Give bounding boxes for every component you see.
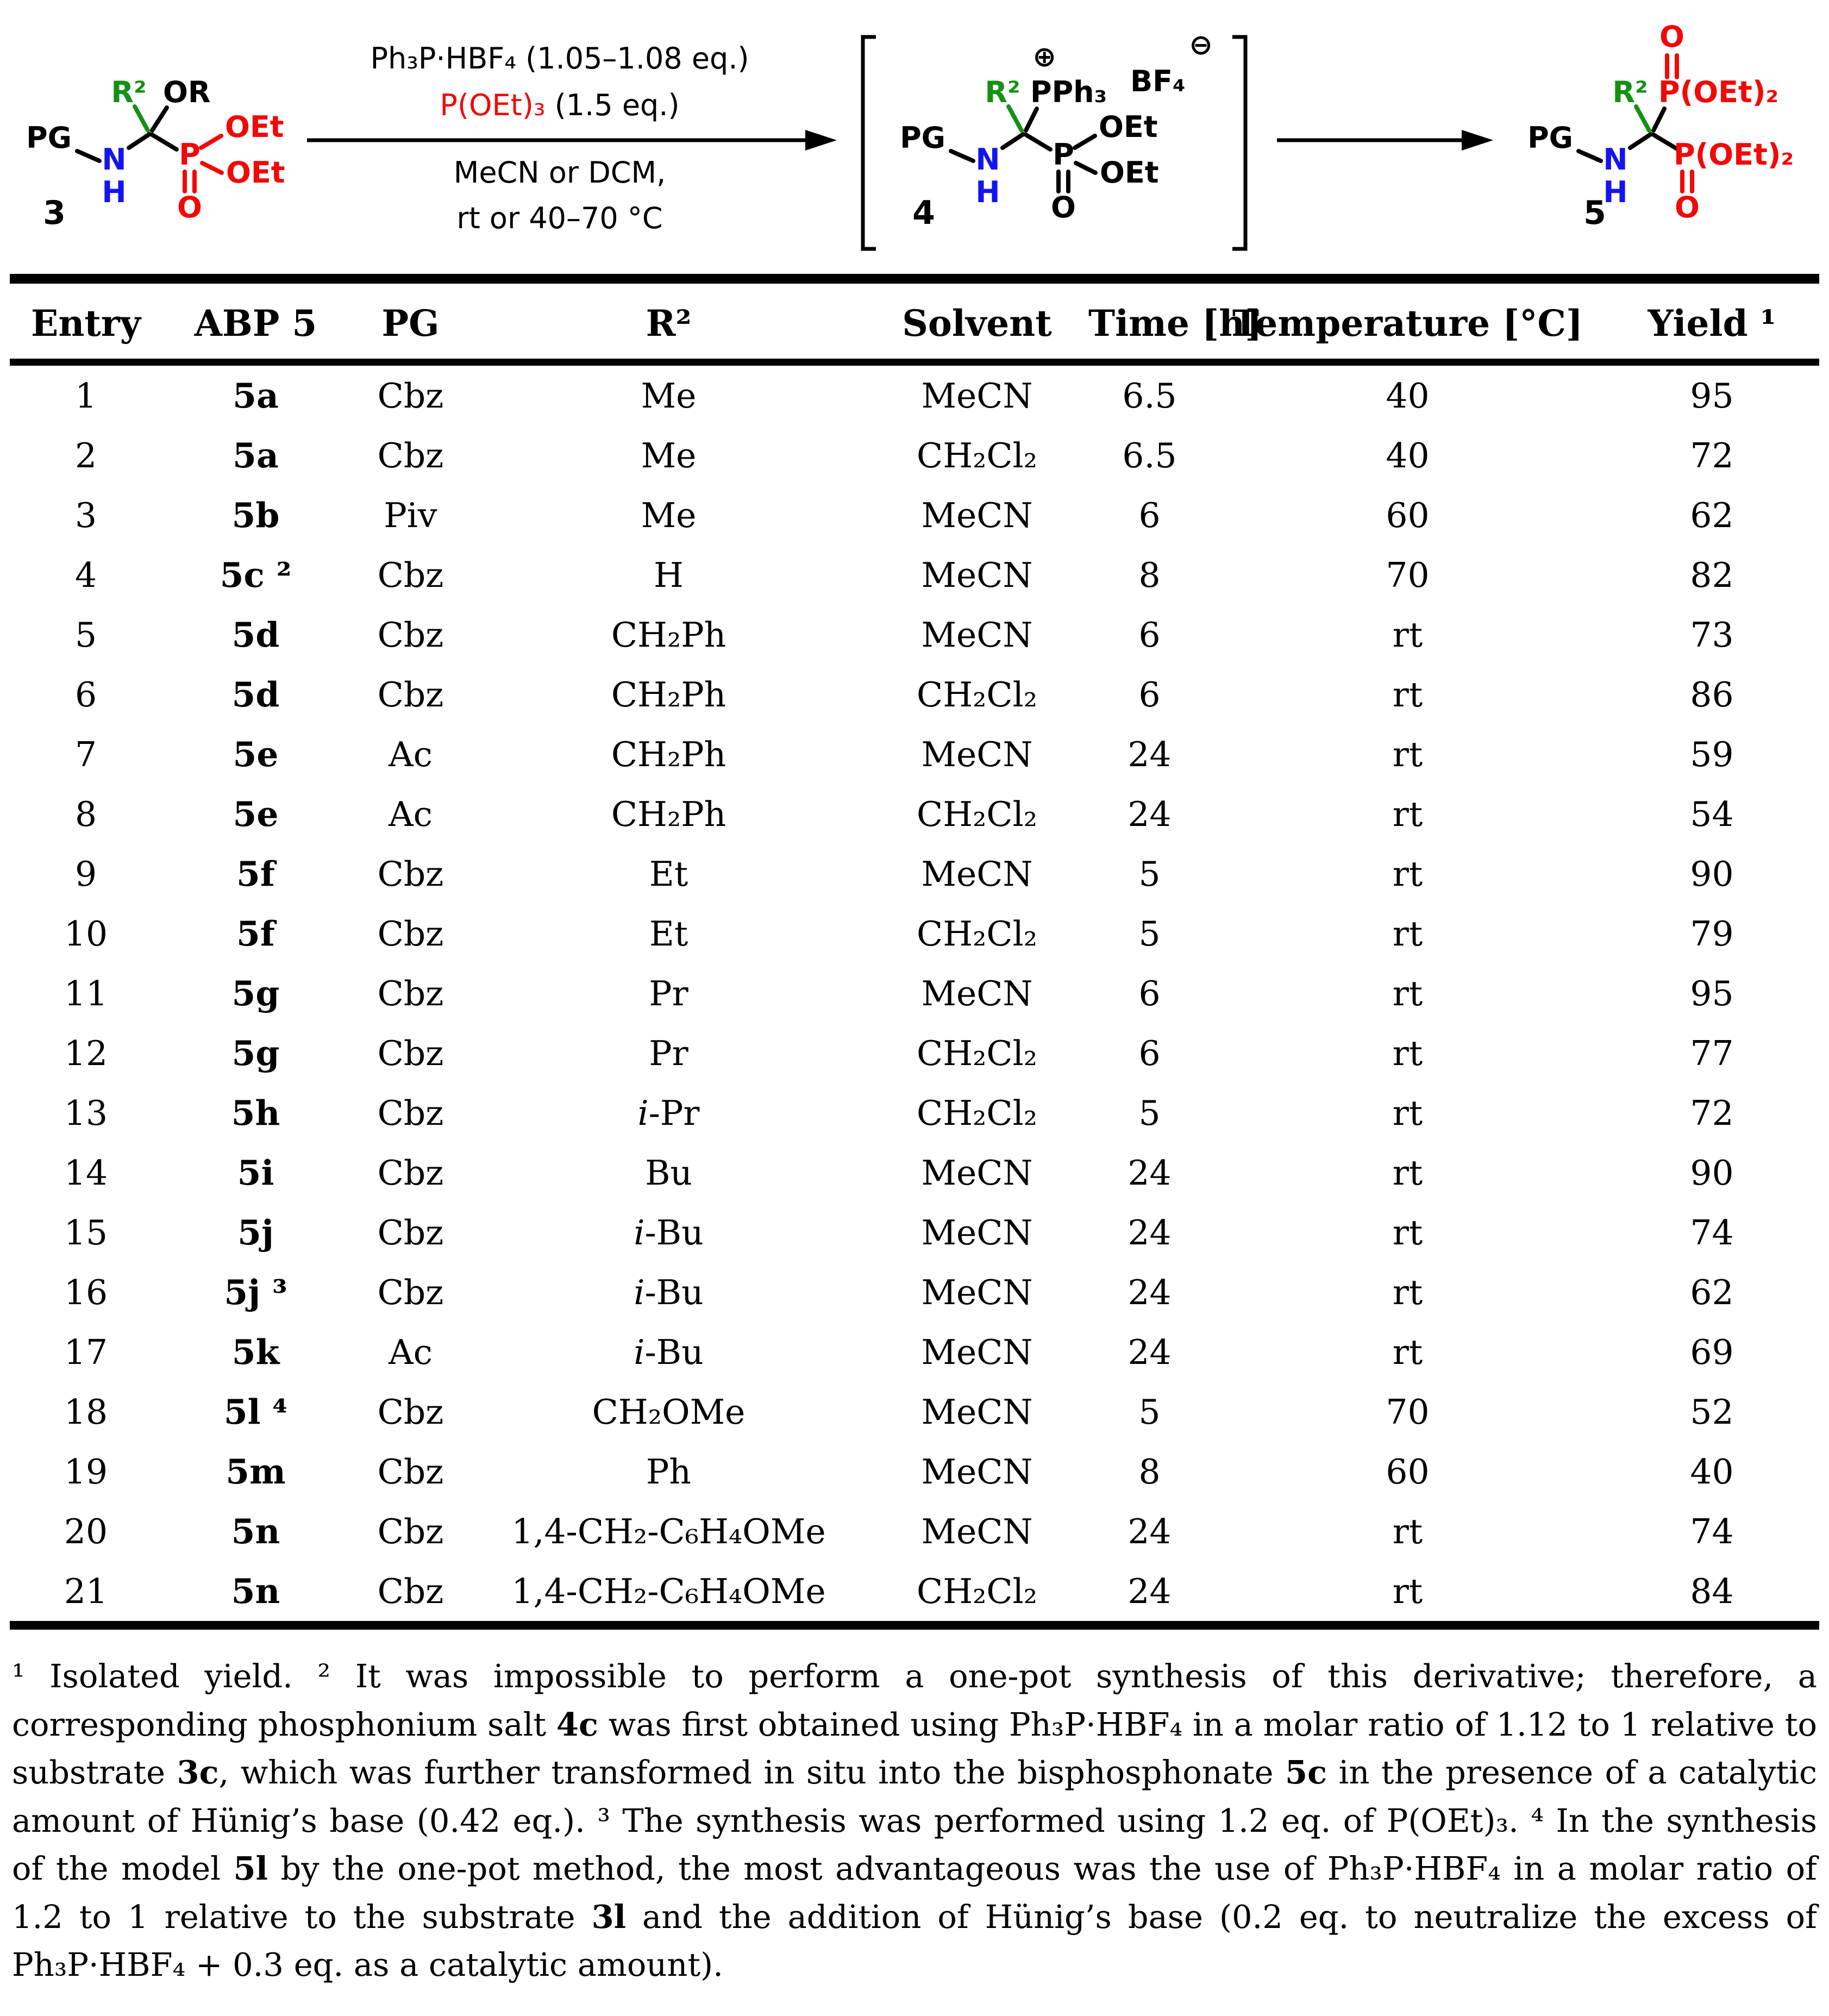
solvent-cell: MeCN: [921, 854, 1033, 894]
time-cell: 24: [1128, 1571, 1172, 1611]
atom-h: H: [102, 175, 127, 209]
yield-cell: 40: [1690, 1451, 1734, 1492]
temperature-cell: rt: [1392, 1093, 1423, 1133]
table-row: [10, 1442, 1819, 1501]
compound-4-label: 4: [912, 194, 935, 232]
abp-cell: 5b: [231, 495, 280, 535]
time-cell: 24: [1128, 794, 1172, 834]
pg-cell: Cbz: [377, 1212, 444, 1253]
temperature-cell: 70: [1386, 555, 1430, 595]
time-cell: 6: [1138, 495, 1161, 535]
entry-cell: 17: [64, 1332, 108, 1372]
yield-cell: 69: [1690, 1332, 1734, 1372]
entry-cell: 10: [64, 913, 108, 954]
r2-cell: Pr: [649, 973, 688, 1013]
yield-cell: 95: [1690, 973, 1734, 1013]
abp-cell: 5c ²: [220, 555, 292, 595]
solvent-cell: MeCN: [921, 973, 1033, 1013]
table-row: [10, 784, 1819, 844]
atom-r2: R²: [1612, 75, 1648, 109]
reagent-line-2: [440, 88, 679, 122]
atom-po-lower: P(OEt)₂: [1674, 137, 1794, 172]
text-segment: 3c: [177, 1754, 219, 1791]
compound-4-structure: [863, 29, 1245, 249]
pg-cell: Cbz: [377, 375, 444, 416]
table-row: [10, 1262, 1819, 1322]
temperature-cell: rt: [1392, 913, 1423, 954]
solvent-cell: MeCN: [921, 555, 1033, 595]
right-bracket: [1232, 37, 1245, 249]
pg-cell: Ac: [389, 734, 433, 774]
pg-cell: Ac: [389, 794, 433, 834]
time-cell: 5: [1138, 1392, 1161, 1432]
table-row: [10, 724, 1819, 784]
table-row: [10, 904, 1819, 963]
time-cell: 24: [1128, 1153, 1172, 1193]
entry-cell: 15: [64, 1212, 108, 1253]
time-cell: 24: [1128, 1511, 1172, 1551]
plus-charge-icon: ⊕: [1032, 41, 1056, 73]
table-row: [10, 1023, 1819, 1083]
solvent-cell: MeCN: [921, 1332, 1033, 1372]
table-row: [10, 485, 1819, 545]
yield-cell: 86: [1690, 674, 1734, 715]
arrowhead-2: [1462, 130, 1493, 151]
bond: [1076, 163, 1095, 173]
time-cell: 6: [1138, 615, 1161, 655]
table-row: [10, 545, 1819, 605]
atom-pg: PG: [900, 121, 945, 155]
atom-n: N: [102, 142, 127, 177]
header-pg: PG: [349, 279, 472, 362]
yield-cell: 52: [1690, 1392, 1734, 1432]
bond: [1026, 109, 1037, 130]
pg-cell: Cbz: [377, 615, 444, 655]
header-abp: ABP 5: [162, 279, 349, 362]
solvent-cell: MeCN: [921, 1511, 1033, 1551]
compound-3-label: 3: [43, 194, 66, 232]
time-cell: 6.5: [1122, 375, 1177, 416]
temperature-cell: rt: [1392, 854, 1423, 894]
bond: [1026, 135, 1050, 149]
temperature-cell: rt: [1392, 1571, 1423, 1611]
pg-cell: Cbz: [377, 854, 444, 894]
atom-o: O: [177, 190, 202, 224]
entry-cell: 20: [64, 1511, 108, 1551]
bond: [1003, 134, 1023, 148]
bond: [129, 134, 149, 148]
text-segment: i: [634, 1212, 645, 1253]
yield-cell: 62: [1690, 1272, 1734, 1312]
results-table-body: [10, 362, 1819, 1626]
yield-cell: 72: [1690, 435, 1734, 475]
yield-cell: 90: [1690, 1153, 1734, 1193]
r2-cell: [472, 1083, 866, 1143]
time-cell: 24: [1128, 1332, 1172, 1372]
table-row: [10, 1083, 1819, 1143]
yield-cell: 82: [1690, 555, 1734, 595]
r2-cell: Me: [641, 375, 697, 416]
pg-cell: Cbz: [377, 1511, 444, 1551]
entry-cell: 8: [74, 794, 97, 834]
table-row: [10, 844, 1819, 904]
atom-pg: PG: [1527, 121, 1573, 155]
solvent-cell: CH₂Cl₂: [916, 794, 1037, 834]
bond-r2: [135, 107, 148, 130]
temperature-cell: rt: [1392, 1212, 1423, 1253]
temperature-cell: rt: [1392, 1033, 1423, 1073]
temperature-cell: 70: [1386, 1392, 1430, 1432]
solvent-cell: MeCN: [921, 1451, 1033, 1492]
text-segment: , which was further transformed in situ into the bisphosphonate: [218, 1754, 1286, 1791]
bond: [152, 135, 177, 149]
solvent-cell: CH₂Cl₂: [916, 674, 1037, 715]
header-entry: Entry: [10, 279, 162, 362]
reaction-arrow-2: [1277, 130, 1493, 151]
solvent-cell: MeCN: [921, 615, 1033, 655]
text-segment: -Bu: [644, 1272, 704, 1312]
yield-cell: 54: [1690, 794, 1734, 834]
atom-h: H: [975, 175, 1000, 209]
abp-cell: 5h: [231, 1093, 280, 1133]
compound-5-label: 5: [1583, 194, 1606, 232]
bond: [1075, 136, 1095, 148]
bond-r2: [1636, 107, 1649, 130]
r2-cell: Bu: [645, 1153, 692, 1193]
pg-cell: Cbz: [377, 913, 444, 954]
abp-cell: 5n: [231, 1511, 280, 1551]
atom-bf4: BF₄: [1130, 64, 1186, 98]
time-cell: 24: [1128, 1272, 1172, 1312]
entry-cell: 19: [64, 1451, 108, 1492]
minus-charge-icon: ⊖: [1189, 29, 1213, 61]
text-segment: was first obtained using Ph₃P·HBF₄ in a molar ratio of 1.12 to 1 relative to substrate: [12, 1705, 1817, 1791]
reaction-conditions: [307, 41, 837, 235]
pg-cell: Cbz: [377, 435, 444, 475]
time-cell: 5: [1138, 1093, 1161, 1133]
atom-oet-upper: OEt: [1099, 110, 1158, 144]
text-segment: i: [634, 1272, 645, 1312]
bond-r2: [1009, 107, 1022, 130]
atom-po-upper: P(OEt)₂: [1658, 75, 1779, 109]
yield-cell: 74: [1690, 1212, 1734, 1253]
abp-cell: 5f: [236, 913, 275, 954]
abp-cell: 5d: [231, 674, 280, 715]
footnote-text: [12, 1652, 1817, 1989]
atom-o-upper: O: [1659, 20, 1684, 54]
r2-cell: CH₂Ph: [611, 734, 726, 774]
abp-cell: 5e: [233, 734, 279, 774]
atom-o-lower: O: [1675, 190, 1700, 224]
yield-cell: 73: [1690, 615, 1734, 655]
solvent-cell: CH₂Cl₂: [916, 1571, 1037, 1611]
text-segment: 3l: [591, 1898, 627, 1936]
pg-cell: Cbz: [377, 1033, 444, 1073]
text-segment: i: [634, 1332, 645, 1372]
results-table-header: [10, 279, 1819, 362]
header-solvent: Solvent: [866, 279, 1088, 362]
abp-cell: 5l ⁴: [223, 1392, 288, 1432]
abp-cell: 5k: [231, 1332, 280, 1372]
reagent-2-rest: (1.5 eq.): [545, 88, 680, 122]
entry-cell: 1: [74, 375, 97, 416]
temperature-cell: rt: [1392, 1511, 1423, 1551]
r2-cell: [472, 1322, 866, 1382]
time-cell: 8: [1138, 1451, 1161, 1492]
atom-p: P: [1053, 137, 1074, 172]
time-cell: 24: [1128, 1212, 1172, 1253]
table-row: [10, 1322, 1819, 1382]
abp-cell: 5j: [237, 1212, 274, 1253]
pg-cell: Cbz: [377, 1571, 444, 1611]
time-cell: 24: [1128, 734, 1172, 774]
r2-cell: Ph: [646, 1451, 691, 1492]
yield-cell: 84: [1690, 1571, 1734, 1611]
solvent-cell: MeCN: [921, 495, 1033, 535]
r2-cell: 1,4-CH₂-C₆H₄OMe: [511, 1571, 826, 1611]
header-row: [10, 279, 1819, 362]
time-cell: 5: [1138, 913, 1161, 954]
solvent-cell: MeCN: [921, 1153, 1033, 1193]
abp-cell: 5j ³: [224, 1272, 287, 1312]
entry-cell: 2: [74, 435, 97, 475]
atom-n: N: [975, 142, 1000, 177]
entry-cell: 4: [74, 555, 97, 595]
atom-p: P: [179, 137, 201, 172]
entry-cell: 6: [74, 674, 97, 715]
temperature-cell: rt: [1392, 734, 1423, 774]
compound-5-structure: [1527, 20, 1794, 232]
solvent-cell: CH₂Cl₂: [916, 913, 1037, 954]
temperature-cell: rt: [1392, 1153, 1423, 1193]
time-cell: 8: [1138, 555, 1161, 595]
entry-cell: 14: [64, 1153, 108, 1193]
time-cell: 6: [1138, 1033, 1161, 1073]
solvent-cell: MeCN: [921, 734, 1033, 774]
pg-cell: Piv: [384, 495, 437, 535]
temperature-cell: 60: [1386, 1451, 1430, 1492]
r2-cell: Et: [649, 913, 688, 954]
abp-cell: 5a: [233, 375, 279, 416]
entry-cell: 5: [74, 615, 97, 655]
temperature-cell: 40: [1386, 435, 1430, 475]
entry-cell: 21: [64, 1571, 108, 1611]
pg-cell: Cbz: [377, 1272, 444, 1312]
temperature-cell: rt: [1392, 973, 1423, 1013]
solvent-cell: MeCN: [921, 1212, 1033, 1253]
solvent-cell: MeCN: [921, 1392, 1033, 1432]
atom-oet-upper: OEt: [225, 110, 284, 144]
abp-cell: 5d: [231, 615, 280, 655]
yield-cell: 72: [1690, 1093, 1734, 1133]
reagent-line-1: Ph₃P·HBF₄ (1.05–1.08 eq.): [370, 41, 749, 76]
time-cell: 6.5: [1122, 435, 1177, 475]
left-bracket: [863, 37, 876, 249]
bond: [201, 136, 221, 148]
pg-cell: Cbz: [377, 1392, 444, 1432]
table-row: [10, 362, 1819, 426]
bond: [951, 151, 973, 161]
bond: [1579, 151, 1601, 161]
solvent-cell: CH₂Cl₂: [916, 435, 1037, 475]
temperature-cell: rt: [1392, 674, 1423, 715]
atom-oet-lower: OEt: [226, 155, 285, 190]
abp-cell: 5a: [233, 435, 279, 475]
r2-cell: 1,4-CH₂-C₆H₄OMe: [511, 1511, 826, 1551]
table-row: [10, 1501, 1819, 1561]
solvent-line: MeCN or DCM,: [453, 155, 666, 190]
r2-cell: [472, 1203, 866, 1262]
table-row: [10, 963, 1819, 1023]
temperature-cell: 60: [1386, 495, 1430, 535]
r2-cell: H: [654, 555, 684, 595]
reaction-scheme: [0, 0, 1829, 272]
temperature-cell: rt: [1392, 1332, 1423, 1372]
entry-cell: 11: [64, 973, 108, 1013]
text-segment: 5c: [1285, 1754, 1327, 1791]
r2-cell: CH₂Ph: [611, 674, 726, 715]
temperature-line: rt or 40–70 °C: [456, 201, 663, 235]
results-table: [10, 274, 1819, 1630]
r2-cell: CH₂OMe: [592, 1392, 746, 1432]
table-row: [10, 1203, 1819, 1262]
table-row: [10, 665, 1819, 724]
bond: [202, 163, 222, 173]
table-row: [10, 605, 1819, 665]
solvent-cell: MeCN: [921, 1272, 1033, 1312]
abp-cell: 5g: [231, 973, 280, 1013]
atom-pg: PG: [26, 121, 72, 155]
yield-cell: 79: [1690, 913, 1734, 954]
yield-cell: 77: [1690, 1033, 1734, 1073]
text-segment: -Bu: [644, 1332, 704, 1372]
table-row: [10, 1143, 1819, 1203]
abp-cell: 5f: [236, 854, 275, 894]
entry-cell: 16: [64, 1272, 108, 1312]
reaction-scheme-svg: [0, 0, 1829, 272]
text-segment: by the one-pot method, the most advantageous was the use of Ph₃P·HBF₄ in a molar ratio of 1.2 to 1 relative to the substrate: [12, 1850, 1817, 1936]
solvent-cell: MeCN: [921, 375, 1033, 416]
yield-cell: 95: [1690, 375, 1734, 416]
temperature-cell: rt: [1392, 794, 1423, 834]
yield-cell: 59: [1690, 734, 1734, 774]
atom-pph3: PPh₃: [1030, 75, 1107, 109]
table-row: [10, 425, 1819, 485]
atom-n: N: [1603, 142, 1628, 177]
entry-cell: 7: [74, 734, 97, 774]
arrowhead-1: [805, 130, 837, 151]
pg-cell: Cbz: [377, 1153, 444, 1193]
entry-cell: 18: [64, 1392, 108, 1432]
atom-h: H: [1603, 175, 1628, 209]
text-segment: 5l: [233, 1850, 268, 1887]
r2-cell: [472, 1262, 866, 1322]
entry-cell: 12: [64, 1033, 108, 1073]
atom-r2: R²: [111, 75, 147, 109]
time-cell: 6: [1138, 973, 1161, 1013]
atom-o: O: [1051, 190, 1076, 224]
temperature-cell: 40: [1386, 375, 1430, 416]
time-cell: 5: [1138, 854, 1161, 894]
pg-cell: Ac: [389, 1332, 433, 1372]
temperature-cell: rt: [1392, 1272, 1423, 1312]
bond: [152, 108, 167, 130]
solvent-cell: CH₂Cl₂: [916, 1033, 1037, 1073]
yield-cell: 62: [1690, 495, 1734, 535]
atom-r2: R²: [985, 75, 1020, 109]
pg-cell: Cbz: [377, 1093, 444, 1133]
header-time: Time [h]: [1088, 279, 1211, 362]
reagent-2-red: P(OEt)₃: [440, 88, 546, 122]
temperature-cell: rt: [1392, 615, 1423, 655]
table-row: [10, 1382, 1819, 1442]
bond: [77, 151, 99, 161]
entry-cell: 13: [64, 1093, 108, 1133]
atom-or: OR: [163, 75, 211, 109]
header-yield: Yield ¹: [1605, 279, 1819, 362]
compound-3-structure: [26, 75, 285, 232]
r2-cell: Me: [641, 435, 697, 475]
bond: [1630, 134, 1651, 148]
r2-cell: Me: [641, 495, 697, 535]
pg-cell: Cbz: [377, 1451, 444, 1492]
text-segment: 4c: [556, 1705, 598, 1743]
pg-cell: Cbz: [377, 555, 444, 595]
bond: [1653, 109, 1664, 130]
text-segment: in the presence of a catalytic amount of Hünig’s base (0.42 eq.). ³ The synthesis was performed using 1.2 eq. of P(OEt)₃. ⁴ In the synthesis of the model: [12, 1754, 1817, 1887]
pg-cell: Cbz: [377, 973, 444, 1013]
abp-cell: 5i: [237, 1153, 274, 1193]
r2-cell: Pr: [649, 1033, 688, 1073]
entry-cell: 9: [74, 854, 97, 894]
table-row: [10, 1561, 1819, 1625]
pg-cell: Cbz: [377, 674, 444, 715]
yield-cell: 90: [1690, 854, 1734, 894]
abp-cell: 5g: [231, 1033, 280, 1073]
abp-cell: 5m: [226, 1451, 286, 1492]
header-temperature: Temperature [°C]: [1211, 279, 1605, 362]
abp-cell: 5e: [233, 794, 279, 834]
r2-cell: CH₂Ph: [611, 794, 726, 834]
abp-cell: 5n: [231, 1571, 280, 1611]
solvent-cell: CH₂Cl₂: [916, 1093, 1037, 1133]
text-segment: and the addition of Hünig’s base (0.2 eq. to neutralize the excess of Ph₃P·HBF₄ + 0.3 eq. as a catalytic amount).: [12, 1898, 1817, 1983]
text-segment: i: [637, 1093, 649, 1133]
yield-cell: 74: [1690, 1511, 1734, 1551]
entry-cell: 3: [74, 495, 97, 535]
text-segment: ¹ Isolated yield. ² It was impossible to perform a one-pot synthesis of this derivative; therefore, a corresponding phosphonium salt: [12, 1657, 1817, 1743]
atom-oet-lower: OEt: [1100, 155, 1159, 190]
time-cell: 6: [1138, 674, 1161, 715]
r2-cell: CH₂Ph: [611, 615, 726, 655]
r2-cell: Et: [649, 854, 688, 894]
header-r2: R²: [472, 279, 866, 362]
text-segment: -Bu: [644, 1212, 704, 1253]
text-segment: -Pr: [648, 1093, 700, 1133]
